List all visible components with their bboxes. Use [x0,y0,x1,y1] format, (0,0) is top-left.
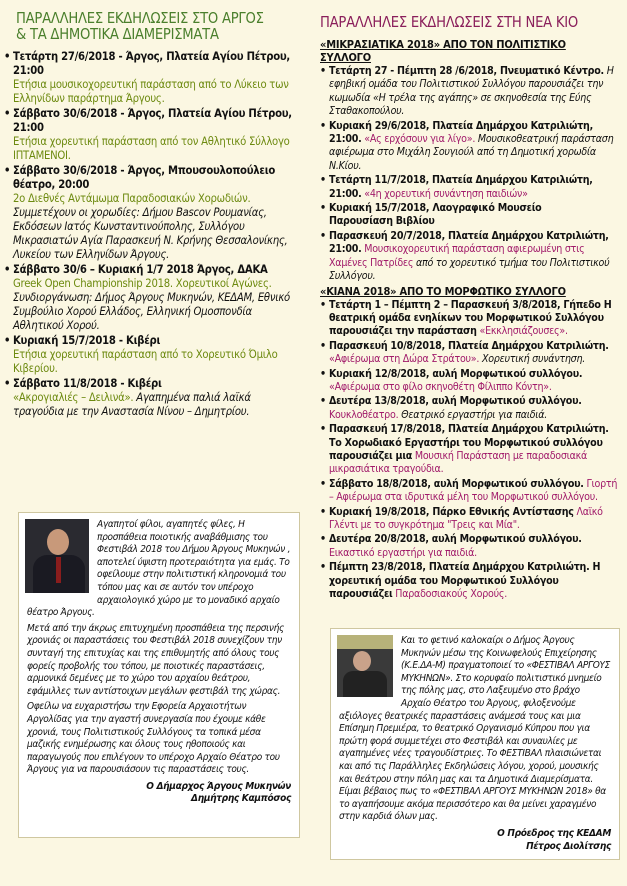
list-item: • Παρασκευή 20/7/2018, Πλατεία Δημάρχου Κατριλιώτη, 21:00. Μουσικοχορευτική παράσταση αφιερωμένη στις Χαμένες Πατρίδες από το χορευτικό τμήμα του Πολιτιστικού Συλλόγου. [320,230,620,284]
president-photo [337,635,393,697]
event-title: Greek Open Championship 2018. Χορευτικοί Αγώνες. [13,277,272,290]
event-date: Σάββατο 30/6/2018 - Άργος, Πλατεία Αγίου Πέτρου, 21:00 [13,107,292,134]
event-title: «Ακρογιαλιές – Δειλινά». [13,391,134,404]
left-title-line1: ΠΑΡΑΛΛΗΛΕΣ ΕΚΔΗΛΩΣΕΙΣ ΣΤΟ ΑΡΓΟΣ [16,9,264,27]
list-item: • Δευτέρα 13/8/2018, αυλή Μορφωτικού συλλόγου. Κουκλοθέατρο. Θεατρικό εργαστήρι για παιδιά. [320,395,620,422]
signature-name: Πέτρος Διολίτσης [526,840,611,852]
list-item: • Παρασκευή 10/8/2018, Πλατεία Δημάρχου Κατριλιώτη. «Αφιέρωμα στη Δώρα Στράτου». Χορευτική συνάντηση. [320,340,620,367]
list-item: • Πέμπτη 23/8/2018, Πλατεία Δημάρχου Κατριλιώτη. Η χορευτική ομάδα του Μορφωτικού Συλλόγου παρουσιάζει Παραδοσιακούς Χορούς. [320,561,620,601]
list-item [4,263,304,333]
list-item: • Τετάρτη 27 - Πέμπτη 28 /6/2018, Πνευματικό Κέντρο. Η εφηβική ομάδα του Πολιτιστικού Συλλόγου παρουσιάζει την κωμωδία «Η τρέλα της αγάπης» σε σκηνοθεσία της Εύης Σταθακοπούλου. [320,65,620,119]
signature-role: Ο Πρόεδρος της ΚΕΔΑΜ [497,827,611,839]
list-item: • Δευτέρα 20/8/2018, αυλή Μορφωτικού συλλόγου. Εικαστικό εργαστήρι για παιδιά. [320,533,620,560]
letter-paragraph: Και το φετινό καλοκαίρι ο Δήμος Άργους Μυκηνών μέσω της Κοινωφελούς Επιχείρησης (Κ.Ε.ΔΑ-Μ) πραγματοποιεί το «ΦΕΣΤΙΒΑΛ ΑΡΓΟΥΣ ΜΥΚΗΝΩΝ». Στο κορυφαίο πολιτιστικό μνημείο της πόλης μας, στο Λαξευμένο στο βράχο Αρχαίο Θέατρο του Άργους, φιλοξενούμε αξιόλογες θεατρικές παραστάσεις ανάμεσά τους και μια Επίσημη Πρεμιέρα, το θεατρικό Οργανισμό Κύπρου που για πρώτη φορά συμμετέχει στο Φεστιβάλ και συναυλίες με αγαπημένες νέες τραγουδίστριες. Το ΦΕΣΤΙΒΑΛ πλαισιώνεται και από τις Παράλληλες Εκδηλώσεις λόγου, χορού, μουσικής και θεάτρου στην πόλη μας και τα Δημοτικά Διαμερίσματα. Είμαι βέβαιος πως το «ΦΕΣΤΙΒΑΛ ΑΡΓΟΥΣ ΜΥΚΗΝΩΝ 2018» θα το αγαπήσουμε ακόμα περισσότερο και θα μείνει χαραγμένο στην καρδιά όλων μας. [339,635,611,823]
list-item [4,334,304,376]
right-event-list-2 [320,299,620,602]
event-date: Σάββατο 30/6/2018 - Άργος, Μπουσουλοπούλειο θέατρο, 20:00 [13,164,276,191]
event-title: 2ο Διεθνές Αντάμωμα Παραδοσιακών Χορωδιών. [13,192,251,205]
event-date: Κυριακή 15/7/2018 - Κιβέρι [13,334,161,347]
right-column [320,4,620,602]
event-title: Ετήσια μουσικοχορευτική παράσταση από το Λύκειο των Ελληνίδων παράρτημα Άργους. [13,78,289,105]
list-item [4,377,304,419]
event-date: Τετάρτη 27/6/2018 - Άργος, Πλατεία Αγίου Πέτρου, 21:00 [13,50,291,77]
section-heading: «ΜΙΚΡΑΣΙΑΤΙΚΑ 2018» ΑΠΟ ΤΟΝ ΠΟΛΙΤΙΣΤΙΚΟ ΣΥΛΛΟΓΟ [320,38,566,64]
event-note: Συμμετέχουν οι χορωδίες: Δήμου Bascov Ρουμανίας, Εκδόσεων Ιατός Κωνσταντινούπολης, Συλλόγου Μικρασιατών Αγία Παρασκευή Ν. Κρήνης Θεσσαλονίκης, Λυκείου των Ελληνίδων Άργους. [13,206,288,261]
event-note: Συνδιοργάνωση: Δήμος Άργους Μυκηνών, ΚΕΔΑΜ, Εθνικό Συμβούλιο Χορού Ελλάδος, Ελληνική Ομοσπονδία Αθλητικού Χορού. [13,291,290,332]
list-item [4,107,304,163]
event-title: Ετήσια χορευτική παράσταση από το Χορευτικό Όμιλο Κιβερίου. [13,348,278,375]
letter-paragraph: Αγαπητοί φίλοι, αγαπητές φίλες, Η προσπάθεια ποιοτικής αναβάθμισης του Φεστιβάλ 2018 του Δήμου Άργους Μυκηνών , αποτελεί ύψιστη προτεραιότητα για εμάς. Το οφείλουμε στην πολιτιστική κληρονομιά του τόπου μας και σε αυτόν τον υπέροχο αρχαιολογικό χώρο με το μοναδικό αρχαίο θέατρο Άργους. [27,519,291,619]
list-item: • Κυριακή 15/7/2018, Λαογραφικό Μουσείο Παρουσίαση Βιβλίου [320,202,620,229]
list-item: • Παρασκευή 17/8/2018, Πλατεία Δημάρχου Κατριλιώτη. Το Χορωδιακό Εργαστήρι του Μορφωτικού συλλόγου παρουσιάζει μια Μουσική Παράσταση με παραδοσιακά μικρασιάτικα τραγούδια. [320,423,620,477]
signature-role: Ο Δήμαρχος Άργους Μυκηνών [146,780,291,792]
signature-name: Δημήτρης Καμπόσος [191,793,291,805]
section-heading: «ΚΙΑΝΑ 2018» ΑΠΟ ΤΟ ΜΟΡΦΩΤΙΚΟ ΣΥΛΛΟΓΟ [320,284,566,298]
list-item: • Κυριακή 29/6/2018, Πλατεία Δημάρχου Κατριλιώτη, 21:00. «Ας ερχόσουν για λίγο». Μουσικοθεατρική παράσταση αφιέρωμα στο Μιχάλη Σουγιούλ από τη Δημοτική χορωδία Ν.Κίου. [320,120,620,174]
list-item: • Σάββατο 18/8/2018, αυλή Μορφωτικού συλλόγου. Γιορτή – Αφιέρωμα στα ιδρυτικά μέλη του Μορφωτικού συλλόγου. [320,478,620,505]
left-title [16,10,314,42]
left-column [4,4,304,420]
list-item: • Κυριακή 12/8/2018, αυλή Μορφωτικού συλλόγου. «Αφιέρωμα στο φίλο σκηνοθέτη Φίλιππο Κόντη». [320,368,620,395]
list-item [4,50,304,106]
letter-paragraph: Μετά από την άκρως επιτυχημένη προσπάθεια της περσινής χρονιάς οι παραστάσεις του Φεστιβάλ 2018 συνεχίζουν την συνταγή της επιτυχίας και της επιθυμητής από όλους τους φορείς προβολής του τόπου, με ποιοτικές παραστάσεις, αρμονικά δεμένες με το χώρο του αρχαίου θεάτρου, εφάμιλλες των αντίστοιχων μεγάλων φεστιβάλ της χώρας. [27,622,284,697]
event-note: Αγαπημένα παλιά λαϊκά τραγούδια με την Αναστασία Νίνου – Δημητρίου. [13,391,251,418]
event-title: Ετήσια χορευτική παράσταση από τον Αθλητικό Σύλλογο ΙΠΤΑΜΕΝΟΙ. [13,135,290,162]
mayor-photo [25,519,89,593]
event-date: Σάββατο 30/6 – Κυριακή 1/7 2018 Άργος, ΔΑΚΑ [13,263,268,276]
left-title-line2: & ΤΑ ΔΗΜΟΤΙΚΑ ΔΙΑΜΕΡΙΣΜΑΤΑ [16,25,219,43]
right-title: ΠΑΡΑΛΛΗΛΕΣ ΕΚΔΗΛΩΣΕΙΣ ΣΤΗ ΝΕΑ ΚΙΟ [320,13,579,31]
letter-paragraph: Οφείλω να ευχαριστήσω την Εφορεία Αρχαιοτήτων Αργολίδας για την αγαστή συνεργασία που έχουμε κάθε χρονιά, τους Πολιτιστικούς Συλλόγους τα τοπικά μέσα μαζικής ενημέρωσης και όλους τους ηθοποιούς και παραγωγούς που επιλέγουν το υπέροχο Αρχαίο Θέατρο του Άργους για να παρουσιάσουν τις παραστάσεις τους. [27,701,280,776]
list-item [4,164,304,262]
mayor-letter [18,512,300,838]
president-letter [330,628,620,860]
list-item: • Τετάρτη 11/7/2018, Πλατεία Δημάρχου Κατριλιώτη, 21:00. «4η χορευτική συνάντηση παιδιών» [320,174,620,201]
right-event-list-1 [320,65,620,284]
event-date: Σάββατο 11/8/2018 - Κιβέρι [13,377,162,390]
list-item: • Τετάρτη 1 – Πέμπτη 2 – Παρασκευή 3/8/2018, Γήπεδο Η θεατρική ομάδα ενηλίκων του Μορφωτικού Συλλόγου παρουσιάζει την παράσταση «Εκκλησιάζουσες». [320,299,620,339]
list-item: • Κυριακή 19/8/2018, Πάρκο Εθνικής Αντίστασης Λαϊκό Γλέντι με το συγκρότημα "Τρεις και Μία". [320,506,620,533]
left-event-list [4,50,304,419]
